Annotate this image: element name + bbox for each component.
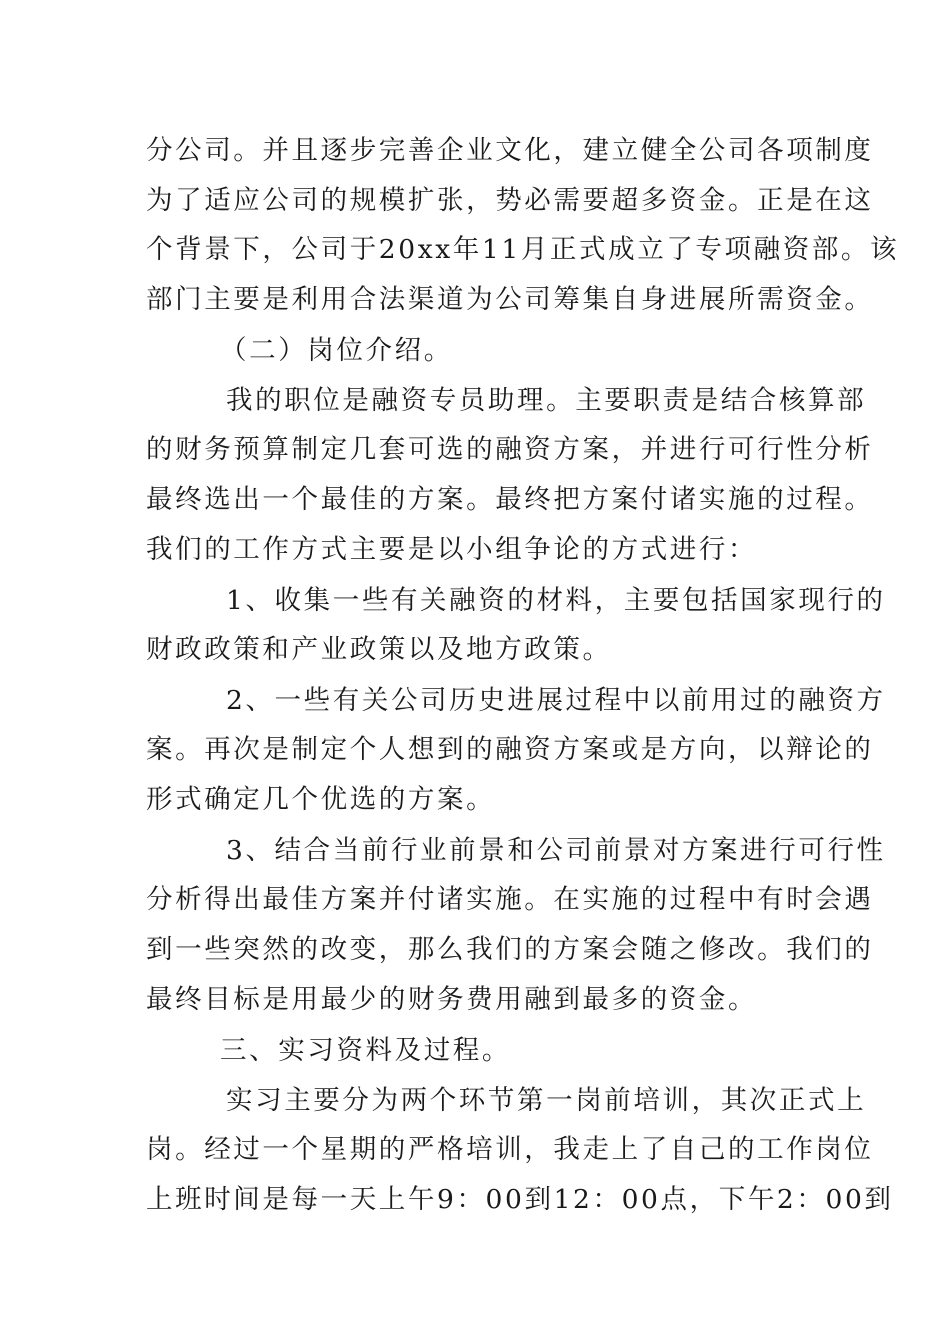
section-heading: （二）岗位介绍。 (220, 335, 453, 366)
text-line: 为了适应公司的规模扩张，势必需要超多资金。正是在这 (146, 185, 874, 216)
section-heading: 三、实习资料及过程。 (220, 1035, 511, 1066)
paragraph-start: 实习主要分为两个环节第一岗前培训，其次正式上 (226, 1085, 867, 1116)
list-item-2: 2、一些有关公司历史进展过程中以前用过的融资方 (226, 685, 886, 716)
text-line: 上班时间是每一天上午9：00到12：00点，下午2：00到 (146, 1184, 894, 1215)
list-item-1: 1、收集一些有关融资的材料，主要包括国家现行的 (226, 585, 886, 616)
text-line: 岗。经过一个星期的严格培训，我走上了自己的工作岗位 (146, 1134, 874, 1165)
text-line: 部门主要是利用合法渠道为公司筹集自身进展所需资金。 (146, 284, 874, 315)
text-line: 的财务预算制定几套可选的融资方案，并进行可行性分析 (146, 434, 874, 465)
text-line: 到一些突然的改变，那么我们的方案会随之修改。我们的 (146, 934, 874, 965)
text-line: 财政政策和产业政策以及地方政策。 (146, 634, 612, 665)
text-line: 分析得出最佳方案并付诸实施。在实施的过程中有时会遇 (146, 884, 874, 915)
text-line: 最终选出一个最佳的方案。最终把方案付诸实施的过程。 (146, 484, 874, 515)
text-line: 我们的工作方式主要是以小组争论的方式进行： (146, 534, 758, 565)
text-line: 案。再次是制定个人想到的融资方案或是方向，以辩论的 (146, 734, 874, 765)
list-item-3: 3、结合当前行业前景和公司前景对方案进行可行性 (226, 835, 886, 866)
text-line: 个背景下，公司于20xx年11月正式成立了专项融资部。该 (146, 234, 900, 265)
text-line: 分公司。并且逐步完善企业文化，建立健全公司各项制度 (146, 135, 874, 166)
paragraph-start: 我的职位是融资专员助理。主要职责是结合核算部 (226, 385, 867, 416)
text-line: 最终目标是用最少的财务费用融到最多的资金。 (146, 984, 758, 1015)
text-line: 形式确定几个优选的方案。 (146, 784, 496, 815)
